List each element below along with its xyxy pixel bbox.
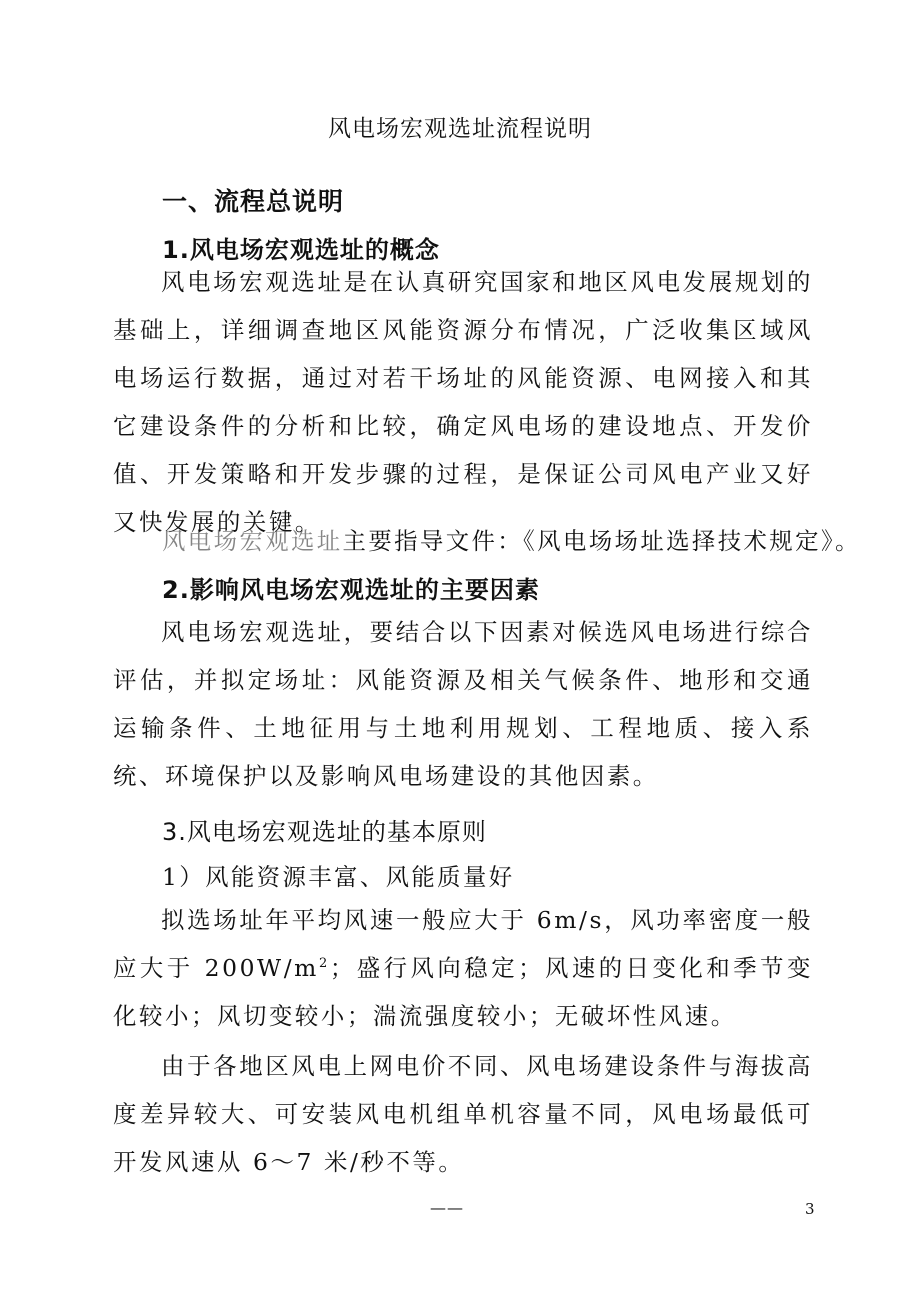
- principle-text-a: 拟选场址年平均风速一般应大于 6m/s，风功率密度一般应大于 200W/m: [113, 906, 813, 982]
- subsection-heading-concept: 1.风电场宏观选址的概念: [162, 236, 440, 264]
- guidance-text: 主要指导文件：《风电场场址选择技术规定》。: [342, 527, 861, 555]
- subsection-heading-factors: 2.影响风电场宏观选址的主要因素: [162, 576, 540, 604]
- footer-dash: ——: [430, 1198, 464, 1217]
- paragraph-guidance: [162, 522, 861, 556]
- faded-text: 风电场宏观选址: [162, 527, 343, 555]
- subsection-heading-principles: 3.风电场宏观选址的基本原则: [162, 818, 487, 846]
- principle-text-b: ；盛行风向稳定；风速的日变化和季节变化较小；风切变较小；湍流强度较小；无破坏性风速。: [113, 954, 813, 1030]
- paragraph-principle-1: [113, 896, 813, 1040]
- page-number: 3: [805, 1200, 815, 1218]
- principle-1: 1）风能资源丰富、风能质量好: [162, 863, 515, 891]
- section-heading-overview: 一、流程总说明: [162, 187, 345, 216]
- document-title: 风电场宏观选址流程说明: [328, 116, 592, 142]
- superscript: 2: [318, 956, 330, 972]
- paragraph-concept: 风电场宏观选址是在认真研究国家和地区风电发展规划的基础上，详细调查地区风能资源分布情况，广泛收集区域风电场运行数据，通过对若干场址的风能资源、电网接入和其它建设条件的分析和比较，确定风电场的建设地点、开发价值、开发策略和开发步骤的过程，是保证公司风电产业又好又快发展的关键。: [113, 268, 813, 536]
- paragraph-wind-speed: 由于各地区风电上网电价不同、风电场建设条件与海拔高度差异较大、可安装风电机组单机容量不同，风电场最低可开发风速从 6～7 米/秒不等。: [113, 1052, 813, 1176]
- paragraph-factors: 风电场宏观选址，要结合以下因素对候选风电场进行综合评估，并拟定场址：风能资源及相关气候条件、地形和交通运输条件、土地征用与土地利用规划、工程地质、接入系统、环境保护以及影响风电场建设的其他因素。: [113, 618, 813, 790]
